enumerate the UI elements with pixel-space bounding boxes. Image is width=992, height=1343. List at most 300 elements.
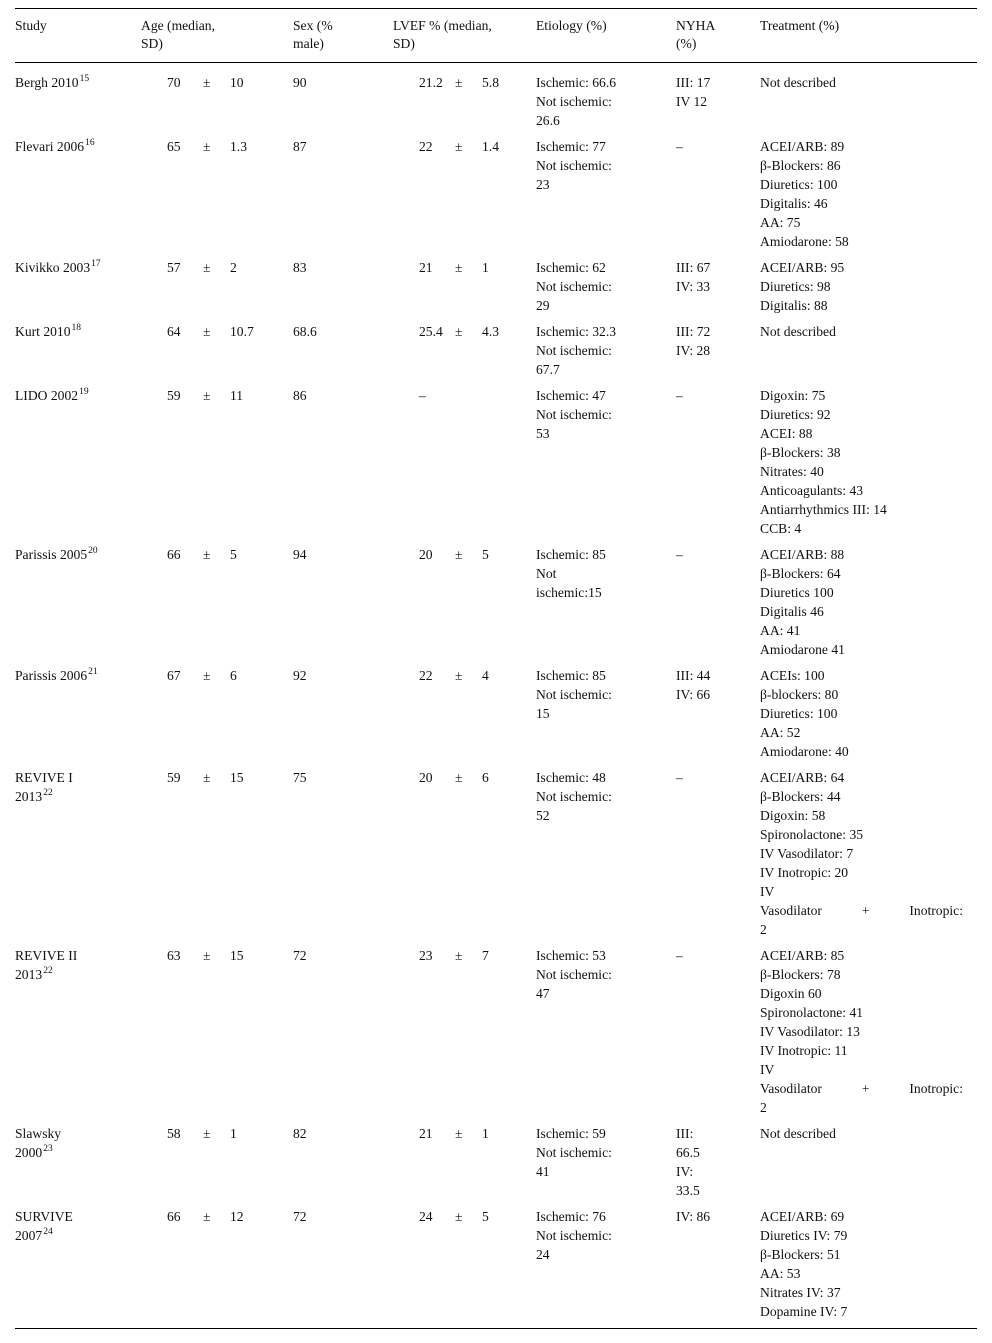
treatment-line-part: Vasodilator — [760, 1081, 822, 1096]
stat-median: 58 — [167, 1126, 181, 1141]
nyha-cell — [676, 1207, 760, 1329]
etiology-line: Not — [536, 566, 557, 581]
nyha-cell — [676, 322, 760, 386]
treatment-line: Diuretics 100 — [760, 585, 834, 600]
treatment-line: Diuretics: 92 — [760, 407, 831, 422]
column-header-age — [141, 9, 293, 63]
etiology-line: Not ischemic: — [536, 687, 612, 702]
sex-cell: 94 — [293, 547, 307, 562]
stat-sd: 5 — [482, 1209, 489, 1224]
treatment-line: β-Blockers: 86 — [760, 158, 841, 173]
sex-cell: 82 — [293, 1126, 307, 1141]
treatment-line: Digitalis 46 — [760, 604, 824, 619]
sex-cell: 92 — [293, 668, 307, 683]
study-row — [15, 258, 977, 322]
treatment-line: Spironolactone: 41 — [760, 1005, 864, 1020]
study-name-line — [15, 787, 133, 806]
treatment-cell — [760, 666, 977, 768]
plus-minus-sign: ± — [203, 139, 211, 154]
column-header-line: Study — [15, 18, 47, 33]
study-row — [15, 768, 977, 946]
stat-sd: 1.3 — [230, 139, 247, 154]
study-cell — [15, 386, 141, 545]
lvef-cell — [393, 322, 536, 386]
sex-cell: 72 — [293, 948, 307, 963]
treatment-line: AA: 75 — [760, 215, 801, 230]
stat-median: 66 — [167, 547, 181, 562]
study-name-line — [15, 258, 133, 277]
nyha-line: – — [676, 139, 683, 154]
age-cell — [141, 63, 293, 138]
treatment-line: ACEI/ARB: 69 — [760, 1209, 845, 1224]
age-cell — [141, 768, 293, 946]
treatment-line: ACEI/ARB: 95 — [760, 260, 845, 275]
treatment-cell — [760, 768, 977, 946]
nyha-line: IV: 86 — [676, 1209, 711, 1224]
stat-median: 64 — [167, 324, 181, 339]
etiology-line: 26.6 — [536, 113, 560, 128]
treatment-line: IV — [760, 1062, 775, 1077]
nyha-line: III: 67 — [676, 260, 711, 275]
etiology-line: 15 — [536, 706, 550, 721]
study-row — [15, 137, 977, 258]
stat-median: 66 — [167, 1209, 181, 1224]
treatment-line-part: Vasodilator — [760, 903, 822, 918]
stat-sd: 15 — [230, 948, 244, 963]
etiology-line: 47 — [536, 986, 550, 1001]
etiology-line: Ischemic: 85 — [536, 668, 606, 683]
age-cell — [141, 946, 293, 1124]
nyha-line: III: 17 — [676, 75, 711, 90]
citation-ref: 24 — [43, 1227, 53, 1238]
nyha-line: – — [676, 388, 683, 403]
study-cell — [15, 322, 141, 386]
stat-sd: 2 — [230, 260, 237, 275]
etiology-line: Ischemic: 66.6 — [536, 75, 617, 90]
stat-median: 63 — [167, 948, 181, 963]
treatment-line: Diuretics IV: 79 — [760, 1228, 848, 1243]
treatment-cell — [760, 63, 977, 138]
study-cell — [15, 1207, 141, 1329]
etiology-line: Not ischemic: — [536, 279, 612, 294]
study-row — [15, 545, 977, 666]
treatment-line: β-Blockers: 51 — [760, 1247, 841, 1262]
study-cell — [15, 666, 141, 768]
sex-cell: 83 — [293, 260, 307, 275]
treatment-cell — [760, 946, 977, 1124]
column-header-treatment — [760, 9, 977, 63]
study-name-line: REVIVE I — [15, 770, 73, 785]
stat-sd: 6 — [482, 770, 489, 785]
lvef-cell — [393, 137, 536, 258]
column-header-line: Age (median, — [141, 18, 215, 33]
plus-minus-sign: ± — [203, 75, 211, 90]
stat-median: 25.4 — [419, 324, 443, 339]
treatment-line: AA: 52 — [760, 725, 801, 740]
treatment-line: IV Vasodilator: 13 — [760, 1024, 860, 1039]
treatment-line: ACEI/ARB: 88 — [760, 547, 845, 562]
treatment-line-part: + — [861, 1081, 870, 1096]
etiology-line: Not ischemic: — [536, 1228, 612, 1243]
treatment-line: β-Blockers: 44 — [760, 789, 841, 804]
nyha-line: III: 44 — [676, 668, 711, 683]
treatment-line: Diuretics: 98 — [760, 279, 831, 294]
stat-sd: 1 — [482, 260, 489, 275]
nyha-line: III: — [676, 1126, 694, 1141]
column-header-line: SD) — [393, 36, 415, 51]
study-cell — [15, 946, 141, 1124]
treatment-line: Nitrates IV: 37 — [760, 1285, 841, 1300]
column-header-line: Sex (% — [293, 18, 333, 33]
etiology-line: Ischemic: 85 — [536, 547, 606, 562]
treatment-line: Digitalis: 88 — [760, 298, 828, 313]
treatment-line: ACEI/ARB: 64 — [760, 770, 845, 785]
study-cell — [15, 1124, 141, 1207]
plus-minus-sign: ± — [455, 948, 463, 963]
etiology-line: 24 — [536, 1247, 550, 1262]
stat-median: 70 — [167, 75, 181, 90]
treatment-cell — [760, 1124, 977, 1207]
treatment-line: Antiarrhythmics III: 14 — [760, 502, 887, 517]
plus-minus-sign: ± — [455, 75, 463, 90]
age-cell — [141, 386, 293, 545]
nyha-cell — [676, 545, 760, 666]
stat-median: 24 — [419, 1209, 433, 1224]
sex-cell: 68.6 — [293, 324, 317, 339]
nyha-cell — [676, 666, 760, 768]
plus-minus-sign: ± — [455, 547, 463, 562]
treatment-line: ACEI/ARB: 85 — [760, 948, 845, 963]
column-header-line: (%) — [676, 36, 697, 51]
stat-sd: 1 — [482, 1126, 489, 1141]
studies-table — [15, 8, 977, 1329]
study-cell — [15, 545, 141, 666]
sex-cell: 75 — [293, 770, 307, 785]
study-row — [15, 386, 977, 545]
etiology-line: Ischemic: 53 — [536, 948, 606, 963]
plus-minus-sign: ± — [203, 260, 211, 275]
study-name: Kivikko 2003 — [15, 260, 91, 275]
treatment-line: 2 — [760, 922, 767, 937]
stat-median: 22 — [419, 139, 433, 154]
plus-minus-sign: ± — [455, 1209, 463, 1224]
sex-cell: 86 — [293, 388, 307, 403]
plus-minus-sign: ± — [203, 1209, 211, 1224]
plus-minus-sign: ± — [203, 948, 211, 963]
etiology-line: 53 — [536, 426, 550, 441]
nyha-line: 66.5 — [676, 1145, 700, 1160]
etiology-line: 41 — [536, 1164, 550, 1179]
stat-median: – — [419, 388, 426, 403]
etiology-line: Not ischemic: — [536, 343, 612, 358]
plus-minus-sign: ± — [203, 1126, 211, 1141]
treatment-cell — [760, 322, 977, 386]
treatment-line: ACEIs: 100 — [760, 668, 825, 683]
column-header-line: SD) — [141, 36, 163, 51]
study-name: Parissis 2005 — [15, 547, 88, 562]
nyha-line: III: 72 — [676, 324, 711, 339]
study-row — [15, 63, 977, 138]
treatment-line: ACEI/ARB: 89 — [760, 139, 845, 154]
citation-ref: 16 — [85, 138, 95, 149]
treatment-line: Not described — [760, 324, 836, 339]
treatment-line: Anticoagulants: 43 — [760, 483, 864, 498]
lvef-cell — [393, 1207, 536, 1329]
stat-sd: 10 — [230, 75, 244, 90]
column-header-line: Treatment (%) — [760, 18, 840, 33]
stat-median: 57 — [167, 260, 181, 275]
treatment-line: Digoxin 60 — [760, 986, 822, 1001]
nyha-line: 33.5 — [676, 1183, 700, 1198]
citation-ref: 22 — [43, 788, 53, 799]
etiology-line: Not ischemic: — [536, 158, 612, 173]
nyha-line: – — [676, 770, 683, 785]
study-name-line — [15, 965, 133, 984]
sex-cell: 90 — [293, 75, 307, 90]
column-header-line: LVEF % (median, — [393, 18, 492, 33]
citation-ref: 23 — [43, 1144, 53, 1155]
etiology-line: Ischemic: 47 — [536, 388, 606, 403]
study-name-line: Slawsky — [15, 1126, 62, 1141]
etiology-line: ischemic:15 — [536, 585, 602, 600]
stat-sd: 15 — [230, 770, 244, 785]
plus-minus-sign: ± — [203, 324, 211, 339]
treatment-line: CCB: 4 — [760, 521, 802, 536]
treatment-line: 2 — [760, 1100, 767, 1115]
plus-minus-sign: ± — [455, 770, 463, 785]
column-header-lvef — [393, 9, 536, 63]
treatment-line — [760, 901, 963, 920]
study-name-line — [15, 73, 133, 92]
etiology-line: Not ischemic: — [536, 94, 612, 109]
etiology-cell — [536, 946, 676, 1124]
lvef-cell — [393, 545, 536, 666]
nyha-cell — [676, 137, 760, 258]
stat-sd: 1.4 — [482, 139, 499, 154]
stat-sd: 1 — [230, 1126, 237, 1141]
citation-ref: 15 — [79, 74, 90, 85]
stat-median: 22 — [419, 668, 433, 683]
stat-sd: 5.8 — [482, 75, 499, 90]
stat-median: 20 — [419, 770, 433, 785]
treatment-line: Not described — [760, 1126, 836, 1141]
study-name-line — [15, 386, 133, 405]
stat-sd: 7 — [482, 948, 489, 963]
treatment-line: Amiodarone 41 — [760, 642, 845, 657]
treatment-line: IV Inotropic: 20 — [760, 865, 849, 880]
stat-median: 65 — [167, 139, 181, 154]
treatment-cell — [760, 137, 977, 258]
treatment-line: Digoxin: 58 — [760, 808, 826, 823]
study-row — [15, 1207, 977, 1329]
study-name-line: SURVIVE — [15, 1209, 73, 1224]
citation-ref: 21 — [88, 667, 98, 678]
citation-ref: 17 — [91, 259, 101, 270]
lvef-cell — [393, 63, 536, 138]
treatment-line: Diuretics: 100 — [760, 177, 838, 192]
age-cell — [141, 545, 293, 666]
stat-sd: 4.3 — [482, 324, 499, 339]
plus-minus-sign: ± — [455, 668, 463, 683]
study-name: 2013 — [15, 967, 43, 982]
nyha-line: IV: 66 — [676, 687, 711, 702]
age-cell — [141, 1124, 293, 1207]
lvef-cell — [393, 946, 536, 1124]
nyha-cell — [676, 1124, 760, 1207]
table-header — [15, 9, 977, 63]
study-name-line — [15, 1226, 133, 1245]
age-cell — [141, 137, 293, 258]
stat-sd: 10.7 — [230, 324, 254, 339]
nyha-line: IV: 28 — [676, 343, 711, 358]
etiology-cell — [536, 386, 676, 545]
stat-median: 59 — [167, 388, 181, 403]
stat-median: 23 — [419, 948, 433, 963]
treatment-cell — [760, 386, 977, 545]
study-name-line — [15, 666, 133, 685]
lvef-cell — [393, 666, 536, 768]
age-cell — [141, 1207, 293, 1329]
header-row — [15, 9, 977, 63]
nyha-line: – — [676, 948, 683, 963]
study-name: 2000 — [15, 1145, 43, 1160]
treatment-line: Diuretics: 100 — [760, 706, 838, 721]
study-name-line — [15, 1143, 133, 1162]
treatment-line: ACEI: 88 — [760, 426, 813, 441]
stat-sd: 4 — [482, 668, 489, 683]
treatment-line-part: + — [861, 903, 870, 918]
table-body — [15, 63, 977, 1329]
etiology-line: Ischemic: 59 — [536, 1126, 606, 1141]
study-name-line: REVIVE II — [15, 948, 78, 963]
study-cell — [15, 63, 141, 138]
etiology-cell — [536, 768, 676, 946]
treatment-line: AA: 53 — [760, 1266, 801, 1281]
treatment-cell — [760, 545, 977, 666]
treatment-line: β-blockers: 80 — [760, 687, 839, 702]
nyha-cell — [676, 768, 760, 946]
plus-minus-sign: ± — [203, 547, 211, 562]
age-cell — [141, 666, 293, 768]
stat-median: 21.2 — [419, 75, 443, 90]
column-header-nyha — [676, 9, 760, 63]
lvef-cell — [393, 258, 536, 322]
etiology-cell — [536, 1124, 676, 1207]
stat-sd: 5 — [230, 547, 237, 562]
nyha-line: – — [676, 547, 683, 562]
etiology-line: Ischemic: 48 — [536, 770, 606, 785]
treatment-line: IV Inotropic: 11 — [760, 1043, 848, 1058]
treatment-line: Digoxin: 75 — [760, 388, 826, 403]
treatment-line: β-Blockers: 64 — [760, 566, 841, 581]
etiology-cell — [536, 63, 676, 138]
column-header-line: male) — [293, 36, 324, 51]
treatment-line: Amiodarone: 40 — [760, 744, 849, 759]
lvef-cell — [393, 1124, 536, 1207]
stat-sd: 11 — [230, 388, 244, 403]
treatment-line: Amiodarone: 58 — [760, 234, 849, 249]
treatment-line-part: Inotropic: — [909, 903, 963, 918]
column-header-study — [15, 9, 141, 63]
nyha-cell — [676, 386, 760, 545]
study-name: Flevari 2006 — [15, 139, 85, 154]
study-cell — [15, 258, 141, 322]
lvef-cell — [393, 768, 536, 946]
study-name: 2013 — [15, 789, 43, 804]
stat-median: 59 — [167, 770, 181, 785]
etiology-cell — [536, 545, 676, 666]
nyha-line: IV: 33 — [676, 279, 711, 294]
study-name-line — [15, 545, 133, 564]
treatment-line: Spironolactone: 35 — [760, 827, 864, 842]
plus-minus-sign: ± — [455, 1126, 463, 1141]
citation-ref: 22 — [43, 966, 53, 977]
etiology-cell — [536, 666, 676, 768]
etiology-line: Ischemic: 77 — [536, 139, 606, 154]
plus-minus-sign: ± — [455, 260, 463, 275]
etiology-line: Not ischemic: — [536, 967, 612, 982]
etiology-line: 67.7 — [536, 362, 560, 377]
treatment-line: Nitrates: 40 — [760, 464, 824, 479]
etiology-line: Ischemic: 62 — [536, 260, 606, 275]
lvef-cell — [393, 386, 536, 545]
plus-minus-sign: ± — [203, 388, 211, 403]
treatment-line-part: Inotropic: — [909, 1081, 963, 1096]
etiology-line: Not ischemic: — [536, 1145, 612, 1160]
etiology-cell — [536, 1207, 676, 1329]
etiology-line: Not ischemic: — [536, 789, 612, 804]
nyha-cell — [676, 946, 760, 1124]
citation-ref: 20 — [88, 546, 98, 557]
study-row — [15, 946, 977, 1124]
treatment-cell — [760, 258, 977, 322]
etiology-line: 29 — [536, 298, 550, 313]
study-row — [15, 1124, 977, 1207]
etiology-line: 52 — [536, 808, 550, 823]
citation-ref: 18 — [71, 323, 82, 334]
stat-median: 21 — [419, 260, 433, 275]
plus-minus-sign: ± — [455, 324, 463, 339]
stat-sd: 5 — [482, 547, 489, 562]
plus-minus-sign: ± — [203, 770, 211, 785]
citation-ref: 19 — [79, 387, 89, 398]
nyha-line: IV 12 — [676, 94, 708, 109]
plus-minus-sign: ± — [455, 139, 463, 154]
study-name: Kurt 2010 — [15, 324, 71, 339]
treatment-cell — [760, 1207, 977, 1329]
etiology-cell — [536, 322, 676, 386]
study-name-line — [15, 322, 133, 341]
stat-sd: 6 — [230, 668, 237, 683]
study-row — [15, 666, 977, 768]
study-cell — [15, 768, 141, 946]
nyha-cell — [676, 258, 760, 322]
nyha-cell — [676, 63, 760, 138]
treatment-line: IV Vasodilator: 7 — [760, 846, 854, 861]
nyha-line: IV: — [676, 1164, 694, 1179]
etiology-line: 23 — [536, 177, 550, 192]
age-cell — [141, 258, 293, 322]
column-header-line: NYHA — [676, 18, 716, 33]
treatment-line: IV — [760, 884, 775, 899]
study-cell — [15, 137, 141, 258]
stat-median: 20 — [419, 547, 433, 562]
treatment-line: Digitalis: 46 — [760, 196, 828, 211]
column-header-line: Etiology (%) — [536, 18, 607, 33]
treatment-line: β-Blockers: 78 — [760, 967, 841, 982]
treatment-line: Not described — [760, 75, 836, 90]
etiology-line: Not ischemic: — [536, 407, 612, 422]
